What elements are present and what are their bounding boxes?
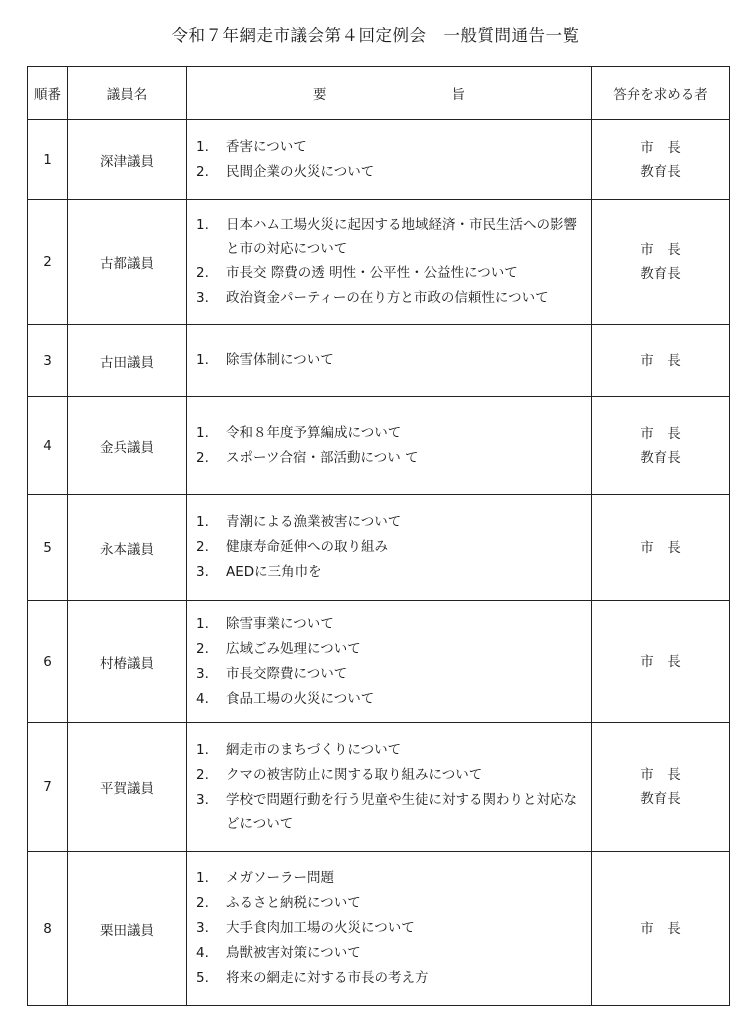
row-subject-list: [187, 601, 592, 723]
row-member-name: 栗田議員: [68, 852, 187, 1006]
row-order: 6: [28, 601, 68, 723]
row-responders: [592, 495, 730, 601]
responder: 教育長: [640, 266, 681, 282]
header-subject: [187, 67, 592, 120]
subject-item-text: 健康寿命延伸への取り組み: [226, 539, 388, 555]
subject-item: [196, 687, 585, 712]
row-subject-list: [187, 120, 592, 200]
subject-item-text: クマの被害防止に関する取り組みについて: [226, 767, 483, 783]
question-table: [27, 66, 730, 1006]
subject-item: [196, 261, 585, 286]
row-order: 7: [28, 723, 68, 852]
table-row: [28, 120, 730, 200]
subject-item-text: 市長交 際費の透 明性・公平性・公益性について: [226, 265, 518, 281]
row-responders: [592, 120, 730, 200]
row-order: 5: [28, 495, 68, 601]
subject-item-text: 日本ハム工場火災に起因する地域経済・市民生活への影響と市の対応について: [226, 217, 577, 257]
subject-item-number: 4.: [196, 945, 209, 961]
subject-item-text: スポーツ合宿・部活動につい て: [226, 449, 419, 466]
subject-item-text: 食品工場の火災について: [226, 690, 375, 707]
subject-item: [196, 612, 585, 637]
subject-item: [196, 135, 585, 160]
subject-item-number: 1.: [196, 138, 209, 155]
responder: 市 長: [640, 139, 681, 156]
subject-item: [196, 160, 585, 185]
header-responder: 答弁を求める者: [592, 67, 730, 120]
subject-item-number: 2.: [196, 640, 209, 657]
header-member: 議員名: [68, 67, 187, 120]
subject-item-text: 鳥獣被害対策について: [226, 945, 361, 961]
subject-item: [196, 535, 585, 560]
subject-item-number: 3.: [196, 665, 209, 682]
subject-item-text: 除雪事業について: [226, 615, 334, 632]
row-order: 8: [28, 852, 68, 1006]
subject-item-number: 2.: [196, 767, 209, 783]
responder: 市 長: [640, 242, 681, 258]
subject-item: [196, 348, 585, 373]
header-order: 順番: [28, 67, 68, 120]
row-subject-list: [187, 397, 592, 495]
subject-item-text: 除雪体制について: [226, 352, 334, 368]
responder: 市 長: [640, 653, 681, 670]
subject-item: [196, 286, 585, 311]
subject-item-number: 1.: [196, 742, 209, 758]
responder: 市 長: [640, 352, 681, 369]
row-subject-list: [187, 200, 592, 325]
subject-item-number: 2.: [196, 895, 209, 911]
row-responders: [592, 397, 730, 495]
subject-item: [196, 788, 585, 836]
subject-item-number: 3.: [196, 920, 209, 936]
subject-item-number: 4.: [196, 690, 209, 707]
subject-item-number: 1.: [196, 352, 209, 368]
subject-item-number: 3.: [196, 564, 209, 580]
subject-item-number: 2.: [196, 539, 209, 555]
table-header-row: [28, 67, 730, 120]
row-member-name: 村椿議員: [68, 601, 187, 723]
table-row: [28, 723, 730, 852]
subject-item-text: AEDに三角巾を: [226, 564, 322, 580]
row-member-name: 金兵議員: [68, 397, 187, 495]
row-order: 3: [28, 325, 68, 397]
subject-item-number: 3.: [196, 792, 209, 808]
subject-item: [196, 738, 585, 763]
row-responders: [592, 200, 730, 325]
row-subject-list: [187, 852, 592, 1006]
row-responders: [592, 723, 730, 852]
subject-item: [196, 941, 585, 966]
subject-item-text: 学校で問題行動を行う児童や生徒に対する関わりと対応などについて: [226, 792, 577, 832]
subject-item-number: 2.: [196, 449, 209, 466]
page-title: 令和７年網走市議会第４回定例会 一般質問通告一覧: [171, 26, 580, 45]
row-member-name: 永本議員: [68, 495, 187, 601]
subject-item-text: 大手食肉加工場の火災について: [226, 920, 415, 936]
subject-item-number: 1.: [196, 217, 209, 233]
header-subject-right: 旨: [451, 87, 465, 103]
responder: 市 長: [640, 767, 681, 783]
subject-item: [196, 560, 585, 585]
subject-item: [196, 763, 585, 788]
subject-item-number: 3.: [196, 290, 209, 306]
subject-item: [196, 421, 585, 446]
subject-item-text: 令和８年度予算編成について: [226, 424, 402, 441]
row-responders: [592, 325, 730, 397]
subject-item-text: 香害について: [226, 138, 307, 155]
table-row: [28, 852, 730, 1006]
subject-item: [196, 213, 585, 261]
row-order: 1: [28, 120, 68, 200]
subject-item-number: 1.: [196, 514, 209, 530]
subject-item-text: メガソーラー問題: [226, 870, 334, 886]
row-responders: [592, 601, 730, 723]
subject-item-text: 将来の網走に対する市長の考え方: [226, 970, 429, 986]
subject-item-text: 網走市のまちづくりについて: [226, 742, 402, 758]
table-row: [28, 601, 730, 723]
table-row: [28, 325, 730, 397]
table-row: [28, 495, 730, 601]
row-subject-list: [187, 325, 592, 397]
subject-item-text: 市長交際費について: [226, 665, 348, 682]
row-order: 2: [28, 200, 68, 325]
subject-item: [196, 891, 585, 916]
subject-item-text: 広域ごみ処理について: [226, 640, 361, 657]
row-responders: [592, 852, 730, 1006]
responder: 教育長: [640, 449, 681, 466]
row-member-name: 深津議員: [68, 120, 187, 200]
subject-item-text: ふるさと納税について: [226, 895, 361, 911]
row-member-name: 平賀議員: [68, 723, 187, 852]
subject-item-text: 青潮による漁業被害について: [226, 514, 402, 530]
header-subject-left: 要: [313, 87, 327, 103]
row-member-name: 古田議員: [68, 325, 187, 397]
responder: 市 長: [640, 425, 681, 442]
subject-item-text: 民間企業の火災について: [226, 163, 375, 180]
row-order: 4: [28, 397, 68, 495]
responder: 教育長: [640, 163, 681, 180]
subject-item-number: 2.: [196, 265, 209, 281]
subject-item-number: 1.: [196, 424, 209, 441]
responder: 教育長: [640, 791, 681, 807]
subject-item-text: 政治資金パーティーの在り方と市政の信頼性について: [226, 290, 549, 306]
subject-item-number: 2.: [196, 163, 209, 180]
subject-item: [196, 446, 585, 471]
subject-item: [196, 866, 585, 891]
subject-item: [196, 966, 585, 991]
table-row: [28, 397, 730, 495]
subject-item-number: 1.: [196, 615, 209, 632]
row-subject-list: [187, 723, 592, 852]
responder: 市 長: [640, 539, 681, 556]
row-subject-list: [187, 495, 592, 601]
responder: 市 長: [640, 920, 681, 937]
subject-item: [196, 637, 585, 662]
row-member-name: 古都議員: [68, 200, 187, 325]
subject-item: [196, 510, 585, 535]
subject-item: [196, 916, 585, 941]
subject-item: [196, 662, 585, 687]
table-row: [28, 200, 730, 325]
subject-item-number: 1.: [196, 870, 209, 886]
subject-item-number: 5.: [196, 970, 209, 986]
